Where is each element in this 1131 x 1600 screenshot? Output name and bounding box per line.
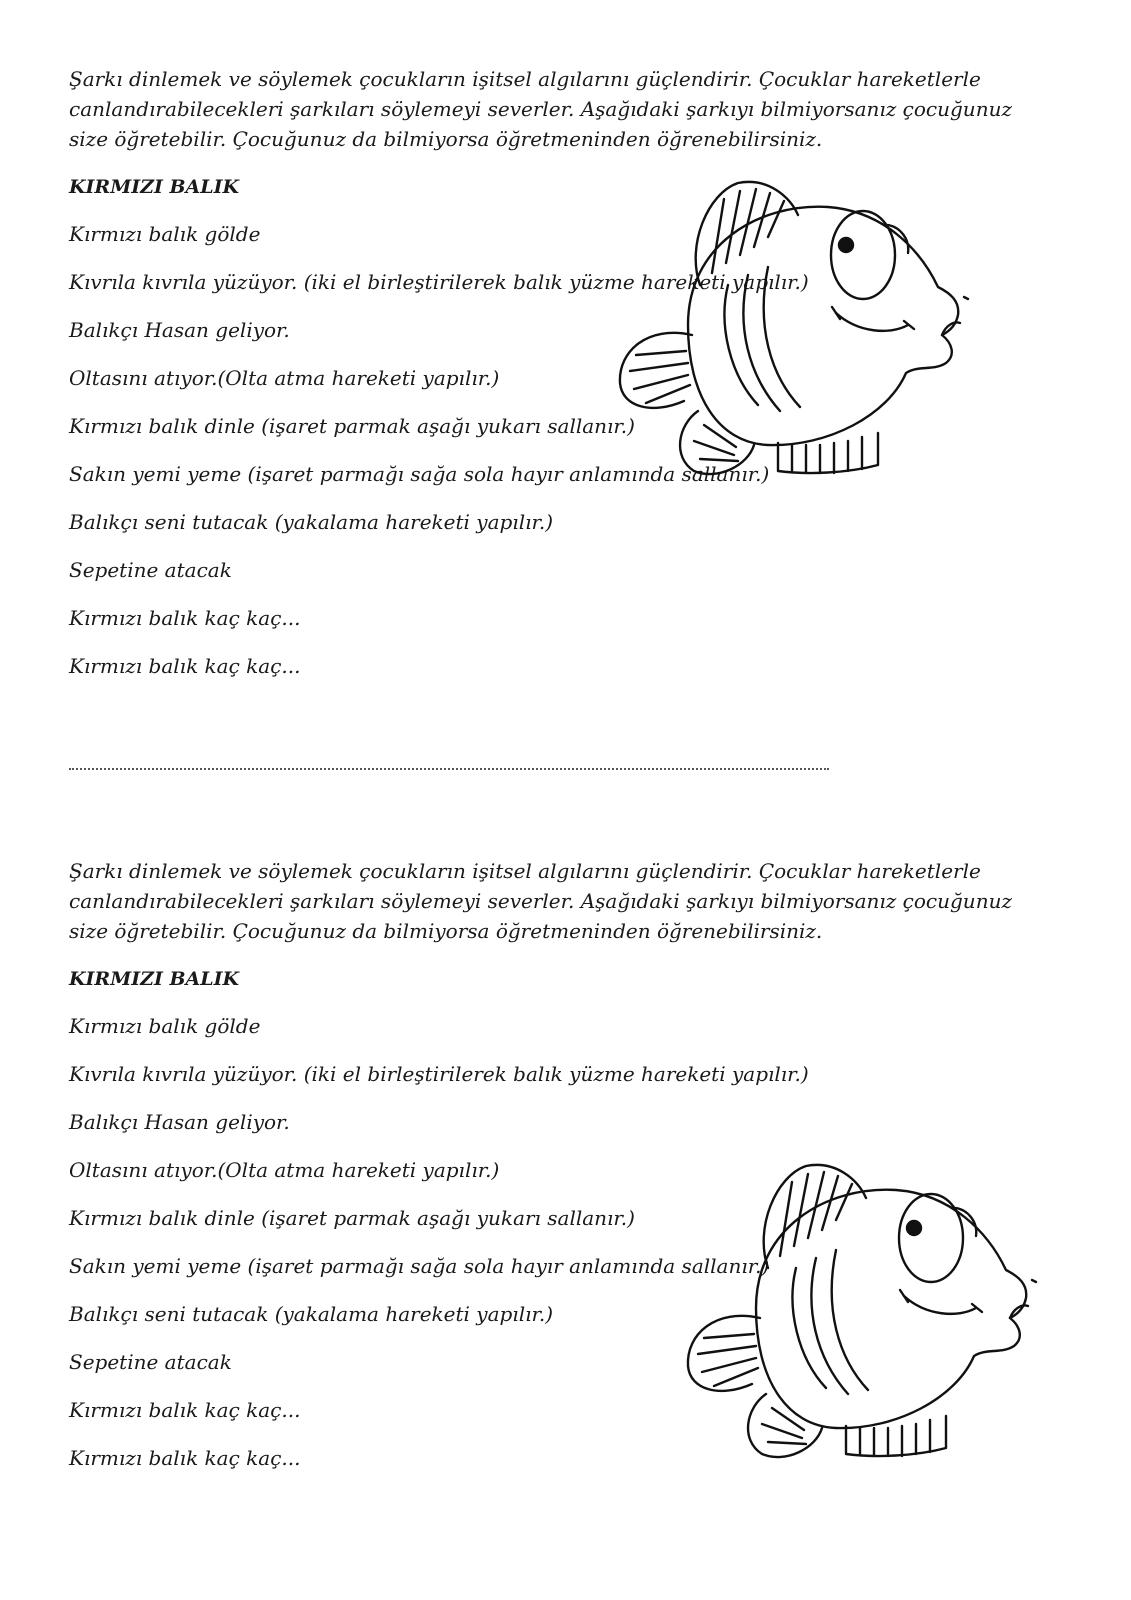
song-line: Kırmızı balık kaç kaç... xyxy=(69,606,301,630)
song-section-1 xyxy=(69,64,1049,678)
song-line: Sepetine atacak xyxy=(69,1350,232,1374)
song-line: Sakın yemi yeme (işaret parmağı sağa sola hayır anlamında sallanır.) xyxy=(69,1254,770,1278)
song-line: Sepetine atacak xyxy=(69,558,232,582)
song-title: KIRMIZI BALIK xyxy=(69,176,240,198)
song-line: Oltasını atıyor.(Olta atma hareketi yapılır.) xyxy=(69,366,500,390)
song-line: Kırmızı balık gölde xyxy=(69,222,261,246)
song-title: KIRMIZI BALIK xyxy=(69,968,240,990)
intro-paragraph: Şarkı dinlemek ve söylemek çocukların işitsel algılarını güçlendirir. Çocuklar hareketlerle canlandırabilecekleri şarkıları söylemeyi severler. Aşağıdaki şarkıyı bilmiyorsanız çocuğunuz size öğretebilir. Çocuğunuz da bilmiyorsa öğretmeninden öğrenebilirsiniz. xyxy=(69,67,1012,151)
song-line: Balıkçı Hasan geliyor. xyxy=(69,1110,290,1134)
song-line: Kırmızı balık dinle (işaret parmak aşağı yukarı sallanır.) xyxy=(69,414,635,438)
cartoon-fish-icon xyxy=(676,1158,1066,1468)
song-line: Balıkçı Hasan geliyor. xyxy=(69,318,290,342)
song-line: Kırmızı balık gölde xyxy=(69,1014,261,1038)
cartoon-fish-icon xyxy=(608,175,998,485)
song-line: Kırmızı balık kaç kaç... xyxy=(69,1446,301,1470)
song-line: Kırmızı balık kaç kaç... xyxy=(69,654,301,678)
song-line: Kırmızı balık kaç kaç... xyxy=(69,1398,301,1422)
intro-paragraph: Şarkı dinlemek ve söylemek çocukların işitsel algılarını güçlendirir. Çocuklar hareketlerle canlandırabilecekleri şarkıları söylemeyi severler. Aşağıdaki şarkıyı bilmiyorsanız çocuğunuz size öğretebilir. Çocuğunuz da bilmiyorsa öğretmeninden öğrenebilirsiniz. xyxy=(69,859,1012,943)
song-section-2 xyxy=(69,856,1049,1470)
song-line: Balıkçı seni tutacak (yakalama hareketi yapılır.) xyxy=(69,510,554,534)
song-line: Balıkçı seni tutacak (yakalama hareketi yapılır.) xyxy=(69,1302,554,1326)
song-line: Kırmızı balık dinle (işaret parmak aşağı yukarı sallanır.) xyxy=(69,1206,635,1230)
dotted-cut-line xyxy=(69,768,829,770)
song-line: Oltasını atıyor.(Olta atma hareketi yapılır.) xyxy=(69,1158,500,1182)
song-line: Kıvrıla kıvrıla yüzüyor. (iki el birleştirilerek balık yüzme hareketi yapılır.) xyxy=(69,1062,809,1086)
song-line: Kıvrıla kıvrıla yüzüyor. (iki el birleştirilerek balık yüzme hareketi yapılır.) xyxy=(69,270,809,294)
song-line: Sakın yemi yeme (işaret parmağı sağa sola hayır anlamında sallanır.) xyxy=(69,462,770,486)
